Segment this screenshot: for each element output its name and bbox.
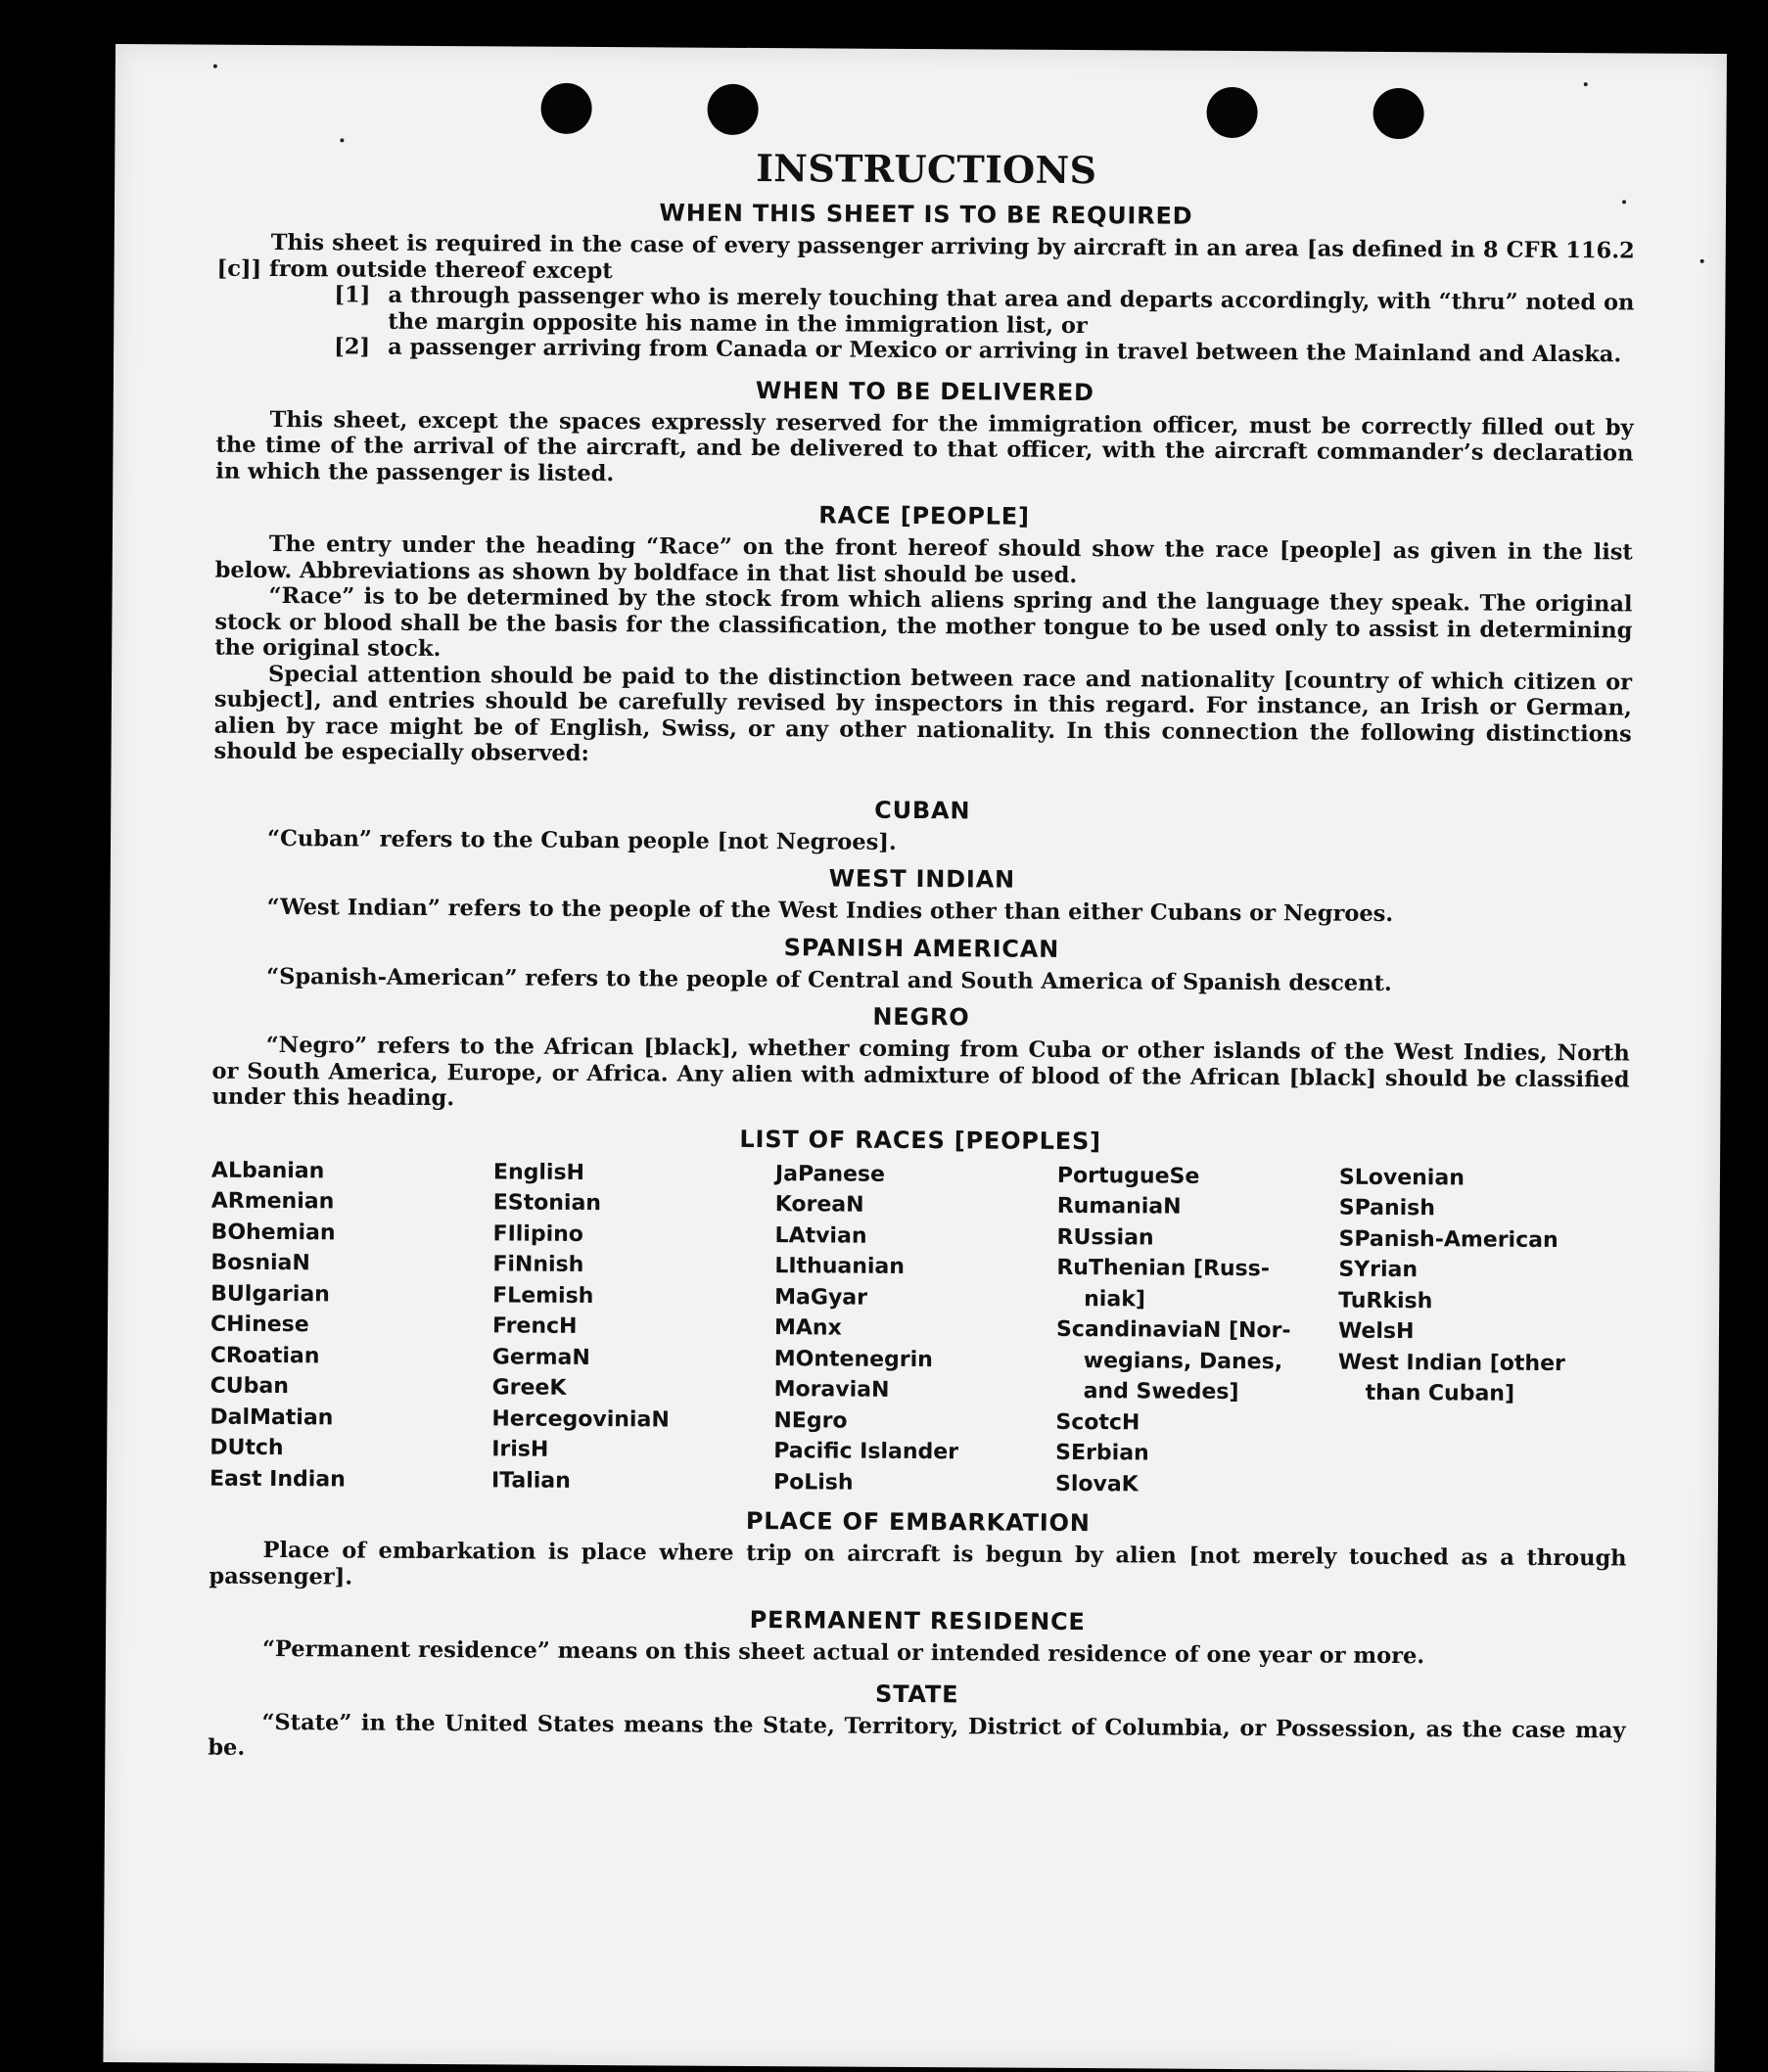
race-item: SLovenian <box>1338 1165 1465 1190</box>
race-item: MoraviaN <box>773 1377 890 1403</box>
heading-spanish-american: SPANISH AMERICAN <box>783 933 1060 963</box>
race-item: ITalian <box>490 1467 571 1494</box>
race-item: PoLish <box>772 1469 854 1496</box>
document-sheet <box>103 44 1727 2072</box>
races-column-1 <box>209 1155 493 1496</box>
race-item: SYrian <box>1338 1257 1419 1283</box>
race-item: EStonian <box>492 1190 602 1217</box>
race-item: West Indian [other <box>1337 1350 1565 1376</box>
race-item-continued: niak] <box>1084 1286 1145 1312</box>
race-item: FrencH <box>491 1313 578 1339</box>
race-item: BUlgarian <box>210 1281 330 1307</box>
heading-when-required: WHEN THIS SHEET IS TO BE REQUIRED <box>659 199 1193 230</box>
race-item: MAnx <box>773 1315 842 1341</box>
race-item: CUban <box>209 1373 289 1400</box>
list-text: a passenger arriving from Canada or Mexico or arriving in travel between the Mainland and Alaska. <box>388 334 1622 368</box>
list-number: [2] <box>334 334 371 360</box>
race-item: MOntenegrin <box>773 1346 933 1372</box>
heading-west-indian: WEST INDIAN <box>828 864 1015 894</box>
race-item: JaPanese <box>774 1161 886 1187</box>
punch-hole-4 <box>1373 88 1423 139</box>
punch-hole-3 <box>1206 87 1257 138</box>
race-item: Pacific Islander <box>773 1439 959 1465</box>
race-item: SlovaK <box>1054 1471 1139 1496</box>
heading-when-delivered: WHEN TO BE DELIVERED <box>755 376 1094 406</box>
race-item: TuRkish <box>1338 1288 1433 1313</box>
race-item: BOhemian <box>210 1220 336 1245</box>
speck <box>1584 82 1588 86</box>
paragraph-race-2: “Race” is to be determined by the stock from which aliens spring and the language they speak. The original stock or blood shall be the basis for the classification, the mother tongue to be used only to assist in determining the original stock. <box>214 582 1633 663</box>
race-item: ScotcH <box>1055 1409 1140 1435</box>
races-column-2 <box>491 1157 775 1497</box>
speck <box>340 138 344 142</box>
race-item: CHinese <box>209 1312 309 1338</box>
speck <box>1700 259 1704 263</box>
race-item: RUssian <box>1056 1224 1154 1251</box>
race-item: ScandinaviaN [Nor- <box>1055 1316 1291 1344</box>
races-column-5 <box>1337 1162 1629 1502</box>
heading-cuban: CUBAN <box>874 796 971 824</box>
list-number: [1] <box>334 282 371 308</box>
punch-hole-1 <box>540 83 591 134</box>
page-title: INSTRUCTIONS <box>756 145 1097 193</box>
paragraph-race-3: Special attention should be paid to the distinction between race and nationality [country of which citizen or subject], and entries should be carefully revised by inspectors in this regard. For instance, an Irish or German, alien by race might be of English, Swiss, or any other nationality. In this connection the following distinctions should be especially observed: <box>213 661 1633 766</box>
paragraph-state: “State” in the United States means the State, Territory, District of Columbia, or Possession, as the case may be. <box>208 1709 1626 1761</box>
race-item: PortugueSe <box>1056 1163 1200 1189</box>
list-item <box>334 282 1634 342</box>
heading-permanent-residence: PERMANENT RESIDENCE <box>749 1605 1086 1636</box>
race-item: WelsH <box>1337 1318 1415 1345</box>
race-item: LAtvian <box>774 1222 867 1249</box>
race-item-continued: and Swedes] <box>1083 1379 1239 1405</box>
paragraph-negro: “Negro” refers to the African [black], whether coming from Cuba or other islands of the West Indies, North or South America, Europe, or Africa. Any alien with admixture of blood of the African [black] should be classified under this heading. <box>211 1032 1630 1112</box>
race-item: IrisH <box>491 1437 549 1462</box>
race-item: GreeK <box>491 1375 567 1401</box>
race-item: HercegoviniaN <box>491 1405 670 1432</box>
races-list <box>209 1155 1629 1502</box>
race-item-continued: than Cuban] <box>1365 1380 1515 1406</box>
list-text: a through passenger who is merely touching that area and departs accordingly, with “thru” noted on the margin opposite his name in the immigration list, or <box>388 282 1635 339</box>
paragraph-when-delivered: This sheet, except the spaces expressly reserved for the immigration officer, must be correctly filled out by the time of the arrival of the aircraft, and be delivered to that officer, with the aircraft commander’s declaration in which the passenger is listed. <box>215 406 1634 486</box>
race-item: BosniaN <box>210 1250 310 1276</box>
race-item: DalMatian <box>209 1404 334 1430</box>
race-item: EnglisH <box>492 1159 585 1185</box>
race-item: SPanish <box>1338 1195 1436 1221</box>
race-item: CRoatian <box>209 1343 320 1368</box>
race-item: RuThenian [Russ- <box>1056 1255 1270 1282</box>
race-item: LIthuanian <box>774 1254 906 1279</box>
race-item: ALbanian <box>210 1158 325 1183</box>
instructions-content <box>208 143 1635 1770</box>
paragraph-race-1: The entry under the heading “Race” on the front hereof should show the race [people] as given in the list below. Abbreviations as shown by boldface in that list should be used. <box>214 530 1633 588</box>
heading-state: STATE <box>874 1680 959 1708</box>
paragraph-spanish-american: “Spanish-American” refers to the people of Central and South America of Spanish descent. <box>266 963 1392 996</box>
heading-list-of-races: LIST OF RACES [PEOPLES] <box>739 1125 1101 1155</box>
race-item: FiNnish <box>492 1252 584 1277</box>
paragraph-when-required: This sheet is required in the case of every passenger arriving by aircraft in an area [as defined in 8 CFR 116.2 [c]] from outside thereof except <box>216 229 1635 284</box>
race-item: MaGyar <box>774 1284 868 1311</box>
heading-negro: NEGRO <box>872 1002 970 1032</box>
paragraph-west-indian: “West Indian” refers to the people of the West Indies other than either Cubans or Negroes. <box>266 894 1394 927</box>
race-item: East Indian <box>209 1466 346 1492</box>
paragraph-place-of-embarkation: Place of embarkation is place where trip on aircraft is begun by alien [not merely touched as a through passenger]. <box>209 1537 1627 1590</box>
race-item: SErbian <box>1055 1440 1149 1466</box>
heading-race: RACE [PEOPLE] <box>818 501 1030 530</box>
race-item: DUtch <box>209 1435 284 1461</box>
races-column-4 <box>1055 1160 1339 1500</box>
race-item: FIlipino <box>492 1220 584 1247</box>
heading-place-of-embarkation: PLACE OF EMBARKATION <box>745 1506 1091 1538</box>
race-item: RumaniaN <box>1056 1193 1182 1220</box>
speck <box>213 65 217 69</box>
paragraph-cuban: “Cuban” refers to the Cuban people [not Negroes]. <box>266 825 897 855</box>
race-item: SPanish-American <box>1338 1226 1559 1253</box>
races-column-3 <box>773 1159 1057 1499</box>
paragraph-permanent-residence: “Permanent residence” means on this sheet actual or intended residence of one year or more. <box>261 1635 1425 1670</box>
race-item: GermaN <box>491 1344 590 1370</box>
race-item-continued: wegians, Danes, <box>1083 1348 1283 1374</box>
race-item: FLemish <box>492 1282 594 1309</box>
race-item: KoreaN <box>774 1192 864 1218</box>
race-item: NEgro <box>773 1407 848 1434</box>
punch-hole-2 <box>707 84 758 135</box>
race-item: ARmenian <box>210 1188 335 1215</box>
